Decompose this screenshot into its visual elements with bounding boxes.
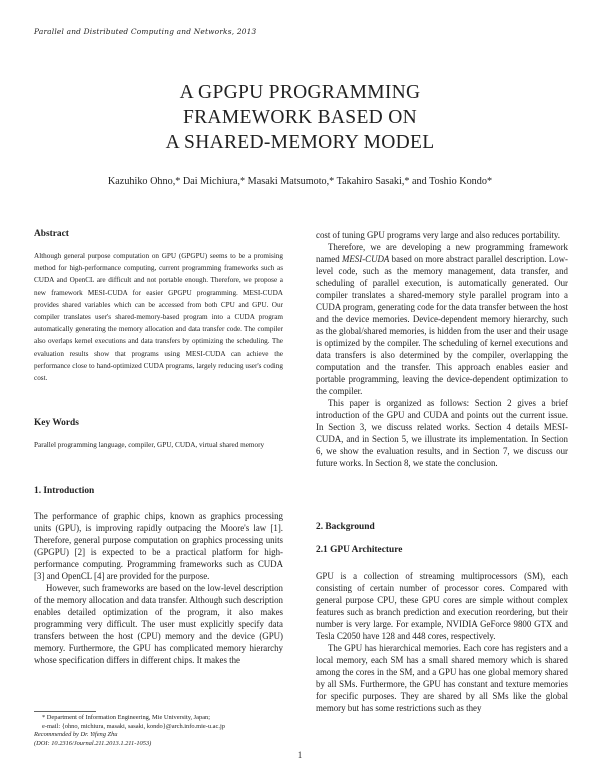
abstract-heading: Abstract: [34, 229, 69, 239]
intro-section: [34, 486, 283, 666]
footnote-recommended: Recommended by Dr. Yifeng Zhu: [34, 731, 118, 739]
background-paragraph-1: GPU is a collection of streaming multiprocessors (SM), each consisting of certain number of processor cores. Compared with general purpose CPU, these GPU cores are simple without complex features such as branch prediction and execution reordering, but their number is very large. For example, NVIDIA GeForce 9800 GTX and Tesla C2050 have 128 and 448 cores, respectively.: [316, 571, 568, 641]
intro-paragraph-4: Therefore, we are developing a new programming framework named MESI-CUDA based on more abstract parallel description. Low-level code, such as the memory management, data transfer, and scheduling of parallel execution, is automatically generated. Our compiler translates a shared-memory style parallel program into a CUDA program, generating code for the data transfer between the host and the device memories. Device-dependent memory hierarchy, such as the global/shared memories, is hidden from the user and their usage is optimized by the compiler. The scheduling of kernel executions and data transfers is also determined by the compiler, overlapping the computation and the transfer. This approach enables easier and portable programming, leaving the device-dependent optimization to the compiler.: [316, 242, 568, 396]
footnote-affiliation: * Department of Information Engineering, Mie University, Japan;: [42, 714, 211, 721]
gpu-architecture-heading: 2.1 GPU Architecture: [316, 545, 403, 555]
abstract-text: Although general purpose computation on GPU (GPGPU) seems to be a promising method for high-performance computing, current programming frameworks such as CUDA and OpenCL are difficult and not portable enough. Therefore, we propose a new framework MESI-CUDA for easier GPGPU programming. MESI-CUDA provides shared variables which can be accessed from both CPU and GPU. Our compiler translates user's shared-memory-based program into a CUDA program automatically generating the memory allocation and data transfer code. The compiler also overlaps kernel executions and data transfers by optimizing the scheduling. The evaluation results show that programs using MESI-CUDA can achieve the performance close to hand-optimized CUDA programs, largely reducing user's coding cost.: [34, 252, 283, 383]
background-heading: 2. Background: [316, 522, 375, 532]
intro-paragraph-3: cost of tuning GPU programs very large and also reduces portability.: [316, 230, 561, 240]
title-line-2: FRAMEWORK BASED ON: [182, 107, 417, 128]
background-paragraph-2: The GPU has hierarchical memories. Each core has registers and a local memory, each SM has a small shared memory which is shared among the cores in the SM, and a GPU has one global memory shared by all SMs. Furthermore, the GPU has constant and texture memories for specific purposes. They are shared by all SMs like the global memory but has some restrictions such as they: [316, 643, 568, 713]
title-line-1: A GPGPU PROGRAMMING: [179, 82, 421, 103]
author-list: Kazuhiko Ohno,* Dai Michiura,* Masaki Matsumoto,* Takahiro Sasaki,* and Toshio Kondo*: [107, 176, 493, 187]
framework-name: MESI-CUDA: [341, 254, 390, 264]
right-column-intro: [316, 229, 568, 469]
page-number: 1: [297, 750, 303, 760]
journal-header: Parallel and Distributed Computing and Networks, 2013: [34, 27, 257, 36]
background-section: [316, 522, 568, 714]
keywords-section: [34, 418, 283, 451]
abstract-section: [34, 229, 283, 384]
footnote: [34, 714, 283, 748]
intro-paragraph-5: This paper is organized as follows: Section 2 gives a brief introduction of the GPU and CUDA and points out the current issue. In Section 3, we discuss related works. Section 4 details MESI-CUDA, and in Section 5, we illustrate its implementation. In Section 6, we show the evaluation results, and in Section 7, we discuss our future works. In Section 8, we state the conclusion.: [316, 398, 568, 468]
footnote-rule: [34, 711, 96, 712]
footnote-doi: (DOI: 10.2316/Journal.211.2013.1.211-1053): [34, 739, 152, 747]
title-line-3: A SHARED-MEMORY MODEL: [165, 132, 435, 153]
footnote-email: e-mail: {ohno, michiura, masaki, sasaki, kondo}@arch.info.mie-u.ac.jp: [42, 722, 225, 730]
intro-paragraph-2: However, such frameworks are based on the low-level description of the memory allocation and data transfer. Although such description enables detailed optimization of the program, it also makes programming very difficult. The user must explicitly specify data transfers between the host (CPU) memory and the device (GPU) memory. Furthermore, the GPU has complicated memory hierarchy whose specification differs in different chips. It makes the: [34, 583, 283, 665]
paper-title: [0, 80, 600, 155]
intro-heading: 1. Introduction: [34, 486, 95, 496]
keywords-text: Parallel programming language, compiler, GPU, CUDA, virtual shared memory: [34, 441, 265, 449]
keywords-heading: Key Words: [34, 418, 79, 428]
intro-paragraph-1: The performance of graphic chips, known as graphics processing units (GPU), is improving rapidly outpacing the Moore's law [1]. Therefore, general purpose computation on graphics processing units (GPGPU) [2] is expected to be a practical platform for high-performance computing. Programming frameworks such as CUDA [3] and OpenCL [4] are provided for the purpose.: [34, 511, 283, 581]
